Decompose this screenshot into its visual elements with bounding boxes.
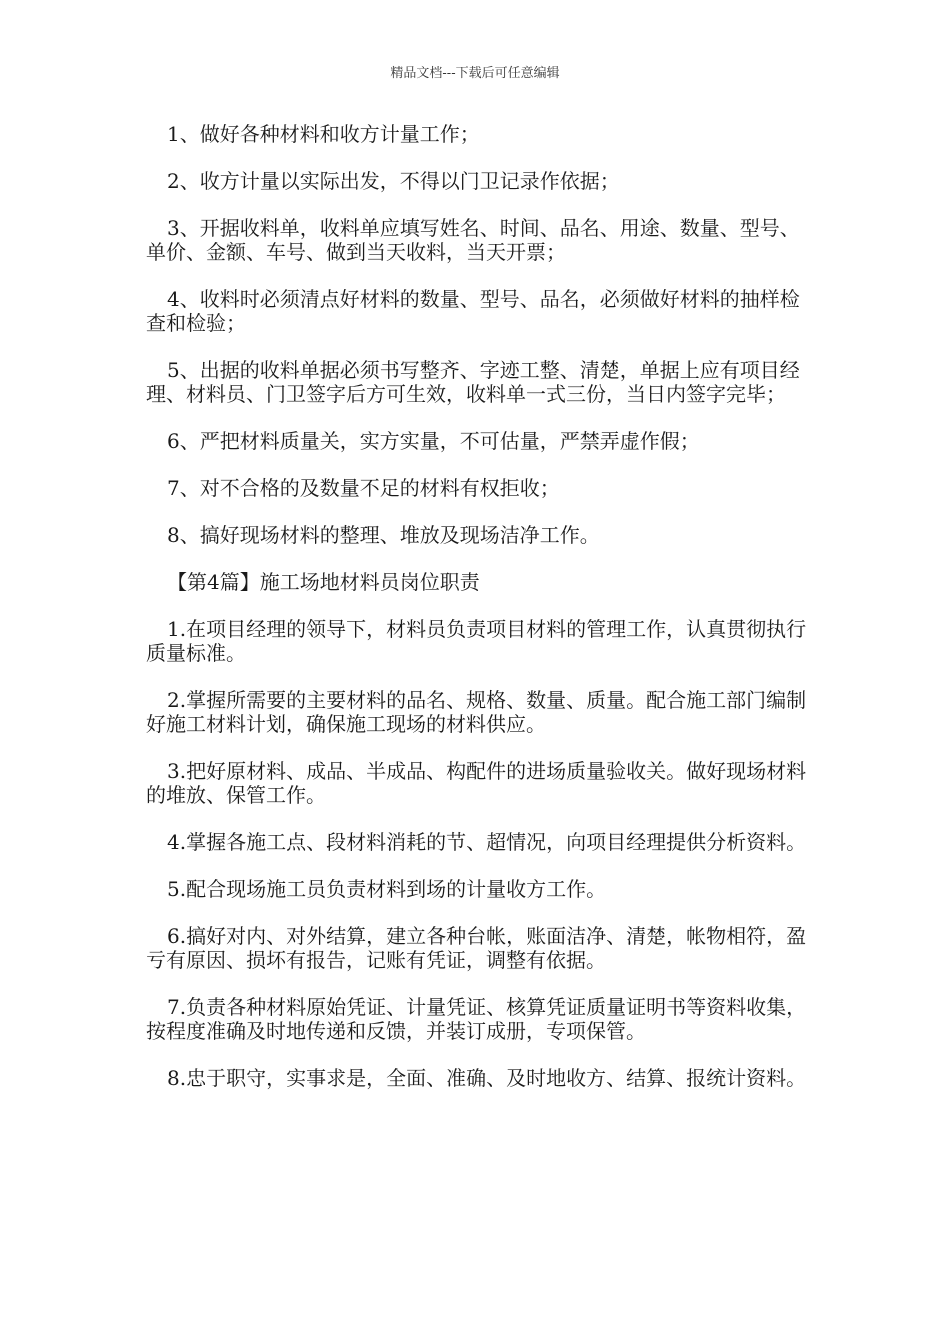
paragraph-4: 4、收料时必须清点好材料的数量、型号、品名，必须做好材料的抽样检查和检验；	[146, 287, 800, 335]
section-heading: 【第4篇】施工场地材料员岗位职责	[167, 570, 480, 594]
paragraph-7: 7、对不合格的及数量不足的材料有权拒收；	[167, 476, 560, 500]
duty-item-1: 1.在项目经理的领导下，材料员负责项目材料的管理工作，认真贯彻执行质量标准。	[146, 617, 807, 665]
paragraph-3: 3、开据收料单，收料单应填写姓名、时间、品名、用途、数量、型号、单价、金额、车号、做到当天收料，当天开票；	[146, 216, 800, 264]
document-body	[146, 122, 810, 1113]
duty-item-8: 8.忠于职守，实事求是，全面、准确、及时地收方、结算、报统计资料。	[167, 1066, 807, 1090]
paragraph-8: 8、搞好现场材料的整理、堆放及现场洁净工作。	[167, 523, 600, 547]
duty-item-6: 6.搞好对内、对外结算，建立各种台帐，账面洁净、清楚，帐物相符，盈亏有原因、损坏有报告，记账有凭证，调整有依据。	[146, 924, 807, 972]
duty-item-2: 2.掌握所需要的主要材料的品名、规格、数量、质量。配合施工部门编制好施工材料计划，确保施工现场的材料供应。	[146, 688, 807, 736]
duty-item-5: 5.配合现场施工员负责材料到场的计量收方工作。	[167, 877, 607, 901]
page-header: 精品文档---下载后可任意编辑	[390, 66, 560, 81]
duty-item-7: 7.负责各种材料原始凭证、计量凭证、核算凭证质量证明书等资料收集，按程度准确及时地传递和反馈，并装订成册，专项保管。	[146, 995, 807, 1043]
paragraph-2: 2、收方计量以实际出发，不得以门卫记录作依据；	[167, 169, 620, 193]
paragraph-1: 1、做好各种材料和收方计量工作；	[167, 122, 480, 146]
duty-item-4: 4.掌握各施工点、段材料消耗的节、超情况，向项目经理提供分析资料。	[167, 830, 807, 854]
duty-item-3: 3.把好原材料、成品、半成品、构配件的进场质量验收关。做好现场材料的堆放、保管工作。	[146, 759, 807, 807]
paragraph-6: 6、严把材料质量关，实方实量，不可估量，严禁弄虚作假；	[167, 429, 700, 453]
paragraph-5: 5、出据的收料单据必须书写整齐、字迹工整、清楚，单据上应有项目经理、材料员、门卫签字后方可生效，收料单一式三份，当日内签字完毕；	[146, 358, 800, 406]
